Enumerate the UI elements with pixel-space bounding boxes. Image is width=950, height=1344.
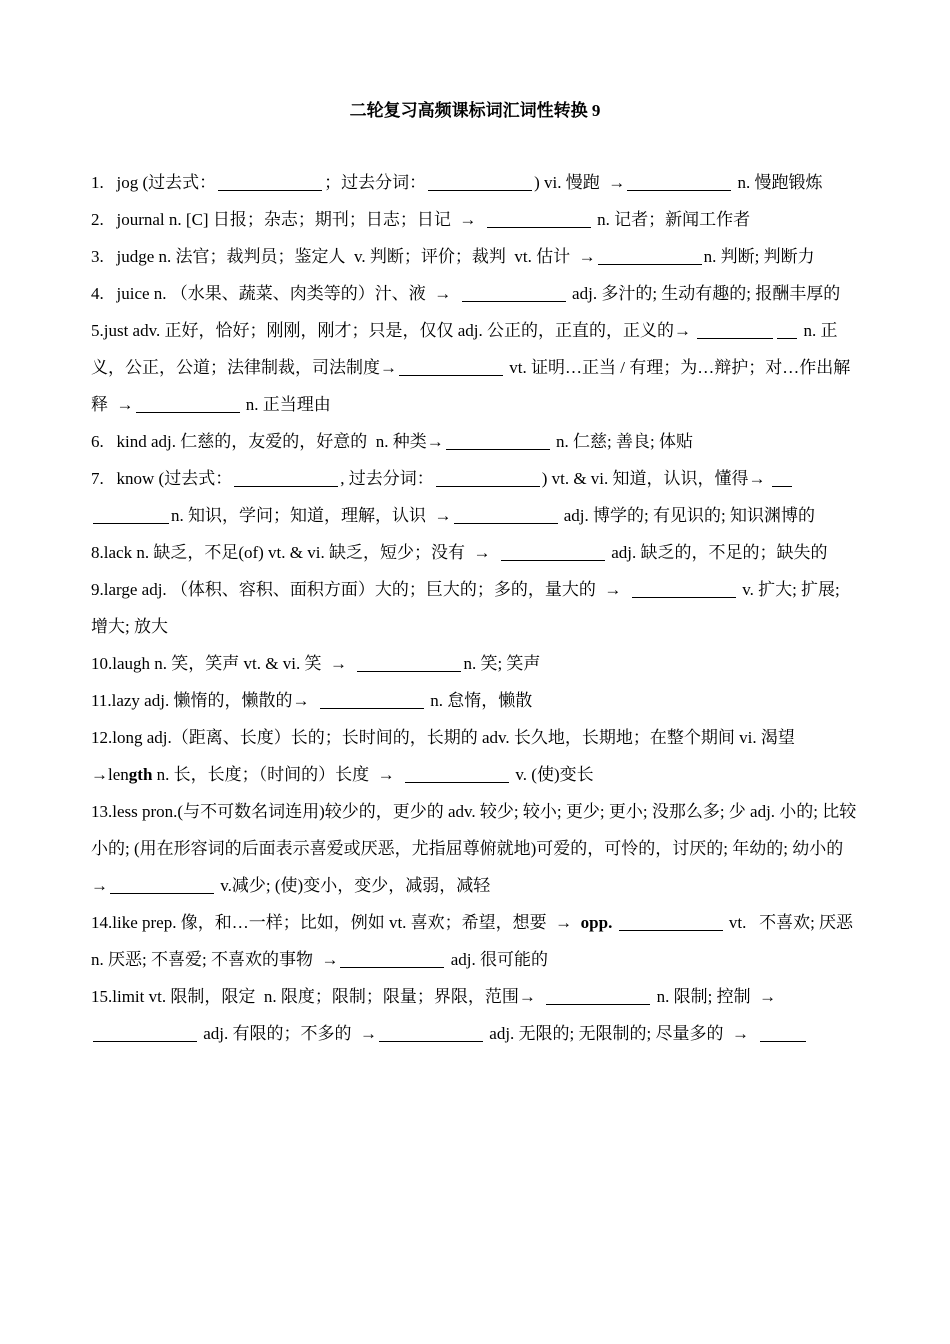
list-item: 11.lazy adj. 懒惰的，懒散的→ n. 怠惰，懒散	[91, 691, 533, 710]
answer-blank	[501, 543, 605, 561]
answer-blank	[379, 1024, 483, 1042]
list-item: 3. judge n. 法官；裁判员；鉴定人 v. 判断；评价；裁判 vt. 估计 → n. 判断; 判断力	[91, 247, 815, 266]
answer-blank	[446, 432, 550, 450]
answer-blank	[218, 173, 322, 191]
list-item: 8.lack n. 缺乏，不足(of) vt. & vi. 缺乏，短少；没有 → adj. 缺乏的，不足的；缺失的	[91, 543, 828, 562]
answer-blank	[93, 506, 169, 524]
answer-blank	[320, 691, 424, 709]
list-item: 2. journal n. [C] 日报；杂志；期刊；日志；日记 → n. 记者；新闻工作者	[91, 210, 751, 229]
list-item: 5.just adv. 正好，恰好；刚刚，刚才；只是，仅仅 adj. 公正的，正直的，正义的→ n. 正义，公正，公道；法律制裁，司法制度→ vt. 证明…正当 / 有理；为…辩护；对…作出解释 → n. 正当理由	[91, 321, 851, 414]
list-item: 6. kind adj. 仁慈的，友爱的，好意的 n. 种类→ n. 仁慈; 善良; 体贴	[91, 432, 693, 451]
answer-blank	[462, 284, 566, 302]
answer-blank	[697, 321, 773, 339]
answer-blank	[619, 913, 723, 931]
answer-blank	[234, 469, 338, 487]
answer-blank	[454, 506, 558, 524]
answer-blank	[598, 247, 702, 265]
list-item: 4. juice n. （水果、蔬菜、肉类等的）汁、液 → adj. 多汁的; 生动有趣的; 报酬丰厚的	[91, 284, 841, 303]
answer-blank	[399, 358, 503, 376]
list-item: 14.like prep. 像，和…一样；比如，例如 vt. 喜欢；希望，想要 → opp. vt. 不喜欢; 厌恶 n. 厌恶; 不喜爱; 不喜欢的事物 → adj. 很可能的	[91, 913, 862, 969]
list-item: 12.long adj.（距离、长度）长的；长时间的，长期的 adv. 长久地，长期地；在整个期间 vi. 渴望 →length n. 长，长度；（时间的）长度 → v. (使)变长	[91, 728, 804, 784]
answer-blank	[772, 469, 792, 487]
list-item: 9.large adj. （体积、容积、面积方面）大的；巨大的；多的，量大的 → v. 扩大; 扩展; 增大; 放大	[91, 580, 845, 636]
page-title: 二轮复习高频课标词汇词性转换 9	[349, 101, 601, 120]
list-item: 10.laugh n. 笑，笑声 vt. & vi. 笑 → n. 笑; 笑声	[91, 654, 541, 673]
answer-blank	[627, 173, 731, 191]
answer-blank	[546, 987, 650, 1005]
list-item: 1. jog (过去式： ；过去分词： ) vi. 慢跑 → n. 慢跑锻炼	[91, 173, 823, 192]
answer-blank	[340, 950, 444, 968]
answer-blank	[487, 210, 591, 228]
answer-blank	[136, 395, 240, 413]
answer-blank	[632, 580, 736, 598]
answer-blank	[428, 173, 532, 191]
answer-blank	[405, 765, 509, 783]
list-item: 7. know (过去式： , 过去分词： ) vt. & vi. 知道，认识，懂得→ n. 知识，学问；知道，理解，认识 → adj. 博学的; 有见识的; 知识渊博的	[91, 469, 815, 525]
answer-blank	[93, 1024, 197, 1042]
answer-blank	[436, 469, 540, 487]
list-item: 13.less pron.(与不可数名词连用)较少的，更少的 adv. 较少; 较小; 更少; 更小; 没那么多; 少 adj. 小的; 比较小的; (用在形容词的后面表示喜爱或厌恶，尤指屈尊俯就地)可爱的，可怜的，讨厌的; 年幼的; 幼小的 → v.减少; (使)变小，变少，减弱，减轻	[91, 802, 857, 895]
list-item: 15.limit vt. 限制，限定 n. 限度；限制；限量；界限，范围→ n. 限制; 控制 → adj. 有限的；不多的 → adj. 无限的; 无限制的; 尽量多的 →	[91, 978, 859, 1052]
vocabulary-list	[91, 164, 862, 1052]
answer-blank	[760, 1024, 806, 1042]
answer-blank	[357, 654, 461, 672]
answer-blank	[110, 876, 214, 894]
answer-blank	[777, 321, 797, 339]
